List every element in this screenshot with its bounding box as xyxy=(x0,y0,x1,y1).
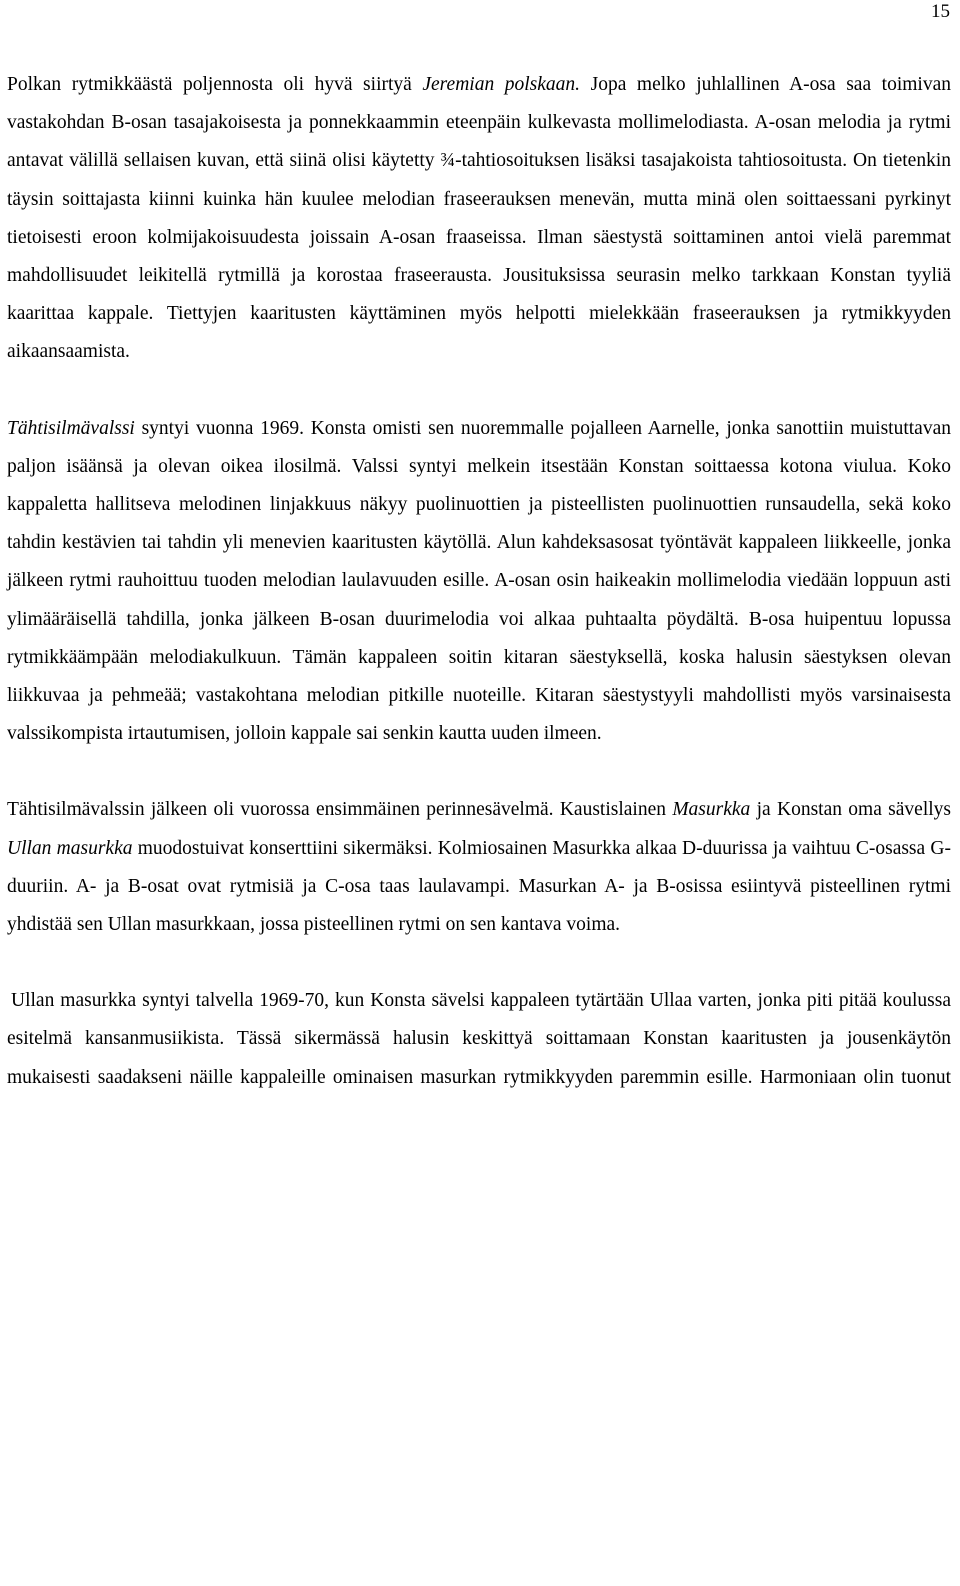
paragraph-jeremian-polskaan xyxy=(7,66,951,372)
text-segment: Tähtisilmävalssin jälkeen oli vuorossa ensimmäinen perinnesävelmä. Kaustislainen xyxy=(7,799,673,821)
text-segment: ja Konstan oma sävellys xyxy=(750,799,951,821)
text-segment: syntyi vuonna 1969. Konsta omisti sen nuoremmalle pojalleen Aarnelle, jonka sanottiin muistuttavan paljon isäänsä ja olevan oikea ilosilmä. Valssi syntyi melkein itsestään Konstan soittaessa kotona viulua. Koko kappaletta hallitseva melodinen linjakkuus näkyy puolinuottien ja pisteellisten puolinuottien runsaudella, sekä koko tahdin kestävien tai tahdin yli menevien kaaritusten käytöllä. Alun kahdeksasosat työntävät kappaleen liikkeelle, jonka jälkeen rytmi rauhoittuu tuoden melodian laulavuuden esille. A-osan osin haikeakin mollimelodia viedään loppuun asti ylimääräisellä tahdilla, jonka jälkeen B-osan duurimelodia voi alkaa puhtaalta pöydältä. B-osa huipentuu lopussa rytmikkäämpään melodiakulkuun. Tämän kappaleen soitin kitaran säestyksellä, koska halusin säestyksen olevan liikkuvaa ja pehmeää; vastakohtana melodian pitkille nuoteille. Kitaran säestystyyli mahdollisti myös varsinaisesta valssikompista irtautumisen, jolloin kappale sai senkin kautta uuden ilmeen. xyxy=(7,417,951,745)
document-body xyxy=(7,66,951,1097)
italic-title-ullan-masurkka: Ullan masurkka xyxy=(7,837,133,859)
paragraph-ullan-masurkka xyxy=(7,982,951,1097)
text-segment: Polkan rytmikkäästä poljennosta oli hyvä siirtyä xyxy=(7,74,423,95)
text-segment: Jopa melko juhlallinen A-osa saa toimivan vastakohdan B-osan tasajakoisesta ja ponnekkaammin eteenpäin kulkevasta mollimelodiasta. A-osan melodia ja rytmi antavat välillä sellaisen kuvan, että siinä olisi käytetty ¾-tahtiosoituksen lisäksi tasajakoista tahtiosoitusta. On tietenkin täysin soittajasta kiinni kuinka hän kuulee melodian fraseerauksen menevän, mutta minä olen soittaessani pyrkinyt tietoisesti eroon kolmijakoisuudesta joissain A-osan fraaseissa. Ilman säestystä soittaminen antoi vielä paremmat mahdollisuudet leikitellä rytmillä ja korostaa fraseerausta. Jousituksissa seurasin melko tarkkaan Konstan tyyliä kaarittaa kappale. Tiettyjen kaaritusten käyttäminen myös helpotti mielekkään fraseerauksen ja rytmikkyyden aikaansaamista. xyxy=(7,74,951,363)
page-number: 15 xyxy=(931,1,950,22)
text-segment: muodostuivat konserttiini sikermäksi. Kolmiosainen Masurkka alkaa D-duurissa ja vaihtuu C-osassa G-duuriin. A- ja B-osat ovat rytmisiä ja C-osa taas laulavampi. Masurkan A- ja B-osissa esiintyvä pisteellinen rytmi yhdistää sen Ullan masurkkaan, jossa pisteellinen rytmi on sen kantava voima. xyxy=(7,837,951,936)
italic-title-masurkka: Masurkka xyxy=(672,799,751,821)
italic-title-jeremian-polskaan: Jeremian polskaan. xyxy=(422,74,581,95)
paragraph-tahtisilmavalssi xyxy=(7,410,951,754)
text-segment: Ullan masurkka syntyi talvella 1969-70, kun Konsta sävelsi kappaleen tytärtään Ullaa varten, jonka piti pitää koulussa esitelmä kansanmusiikista. Tässä sikermässä halusin keskittyä soittamaan Konstan kaaritusten ja jousenkäytön mukaisesti saadakseni näille kappaleille ominaisen masurkan rytmikkyyden paremmin esille. Harmoniaan olin tuonut xyxy=(7,990,951,1088)
paragraph-masurkka xyxy=(7,791,951,944)
italic-title-tahtisilmavalssi: Tähtisilmävalssi xyxy=(7,417,135,439)
